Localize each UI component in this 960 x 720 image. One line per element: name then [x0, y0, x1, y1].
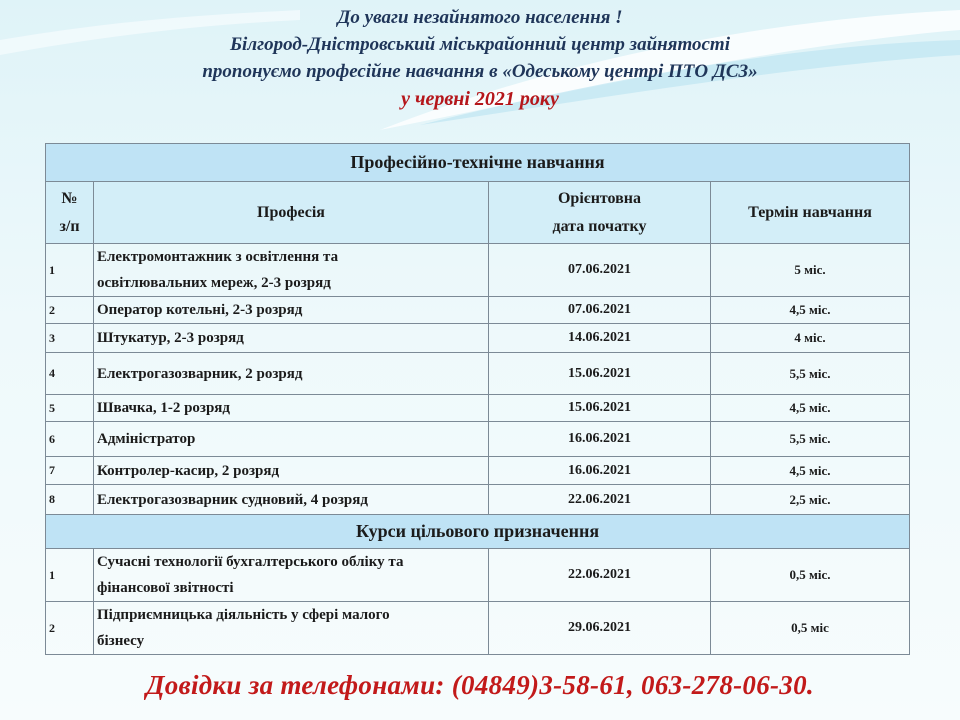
- page-header: [0, 4, 960, 114]
- row-number: 3: [46, 324, 94, 353]
- table-row: [46, 395, 910, 422]
- row-profession: Штукатур, 2-3 розряд: [94, 324, 489, 353]
- column-header-profession: Професія: [94, 182, 489, 244]
- row-term: 4 міс.: [711, 324, 910, 353]
- column-header-number-line1: №: [61, 189, 78, 207]
- row-number: 8: [46, 485, 94, 515]
- section-title-target-courses: Курси цільового призначення: [46, 515, 910, 549]
- row-number: 1: [46, 244, 94, 297]
- column-header-number-line2: з/п: [59, 217, 80, 235]
- header-line-center-name: Білгород-Дністровський міськрайонний центр зайнятості: [229, 34, 730, 55]
- row-term: 5 міс.: [711, 244, 910, 297]
- table-row: [46, 297, 910, 324]
- row-profession: Електрогазозварник, 2 розряд: [94, 353, 489, 395]
- column-header-start-date-line1: Орієнтовна: [557, 189, 642, 207]
- row-term: 4,5 міс.: [711, 457, 910, 485]
- row-profession-line1: Підприємницька діяльність у сфері малого: [97, 607, 390, 623]
- row-term: 0,5 міс.: [711, 549, 910, 602]
- table-row: [46, 244, 910, 297]
- row-term: 0,5 міс: [711, 602, 910, 655]
- row-term: 2,5 міс.: [711, 485, 910, 515]
- table-row: [46, 422, 910, 457]
- section-title-vocational: Професійно-технічне навчання: [46, 144, 910, 182]
- row-profession: [94, 244, 489, 297]
- row-term: 4,5 міс.: [711, 297, 910, 324]
- row-number: 2: [46, 297, 94, 324]
- row-profession: Електрогазозварник судновий, 4 розряд: [94, 485, 489, 515]
- row-profession-line2: бізнесу: [97, 633, 145, 649]
- row-term: 5,5 міс.: [711, 422, 910, 457]
- row-start-date: 29.06.2021: [489, 602, 711, 655]
- header-line-offer: пропонуємо професійне навчання в «Одеському центрі ПТО ДСЗ»: [202, 61, 758, 82]
- row-profession-line1: Електромонтажник з освітлення та: [97, 249, 339, 265]
- row-start-date: 14.06.2021: [489, 324, 711, 353]
- row-profession: [94, 602, 489, 655]
- row-number: 1: [46, 549, 94, 602]
- row-profession-line2: фінансової звітності: [97, 580, 234, 596]
- row-start-date: 22.06.2021: [489, 485, 711, 515]
- row-number: 2: [46, 602, 94, 655]
- row-profession-line2: освітлювальних мереж, 2-3 розряд: [97, 275, 331, 291]
- row-start-date: 16.06.2021: [489, 457, 711, 485]
- row-profession: [94, 549, 489, 602]
- row-term: 4,5 міс.: [711, 395, 910, 422]
- row-number: 4: [46, 353, 94, 395]
- table-row: [46, 324, 910, 353]
- row-term: 5,5 міс.: [711, 353, 910, 395]
- row-number: 5: [46, 395, 94, 422]
- header-line-month: у червні 2021 року: [401, 88, 559, 110]
- row-start-date: 07.06.2021: [489, 297, 711, 324]
- row-start-date: 07.06.2021: [489, 244, 711, 297]
- row-start-date: 15.06.2021: [489, 353, 711, 395]
- table-row: [46, 602, 910, 655]
- footer-phones: Довідки за телефонами: (04849)3-58-61, 063-278-06-30.: [146, 670, 814, 700]
- table-row: [46, 549, 910, 602]
- row-profession-line1: Сучасні технології бухгалтерського обліку та: [97, 554, 404, 570]
- row-profession: Адміністратор: [94, 422, 489, 457]
- column-header-term: Термін навчання: [711, 182, 910, 244]
- column-header-start-date: [489, 182, 711, 244]
- row-start-date: 22.06.2021: [489, 549, 711, 602]
- row-start-date: 16.06.2021: [489, 422, 711, 457]
- row-start-date: 15.06.2021: [489, 395, 711, 422]
- column-header-start-date-line2: дата початку: [552, 217, 647, 235]
- row-number: 6: [46, 422, 94, 457]
- row-profession: Контролер-касир, 2 розряд: [94, 457, 489, 485]
- row-profession: Оператор котельні, 2-3 розряд: [94, 297, 489, 324]
- table-row: [46, 485, 910, 515]
- row-number: 7: [46, 457, 94, 485]
- header-line-attention: До уваги незайнятого населення !: [337, 7, 623, 28]
- training-table: [45, 143, 910, 655]
- column-header-number: [46, 182, 94, 244]
- table-row: [46, 457, 910, 485]
- table-row: [46, 353, 910, 395]
- row-profession: Швачка, 1-2 розряд: [94, 395, 489, 422]
